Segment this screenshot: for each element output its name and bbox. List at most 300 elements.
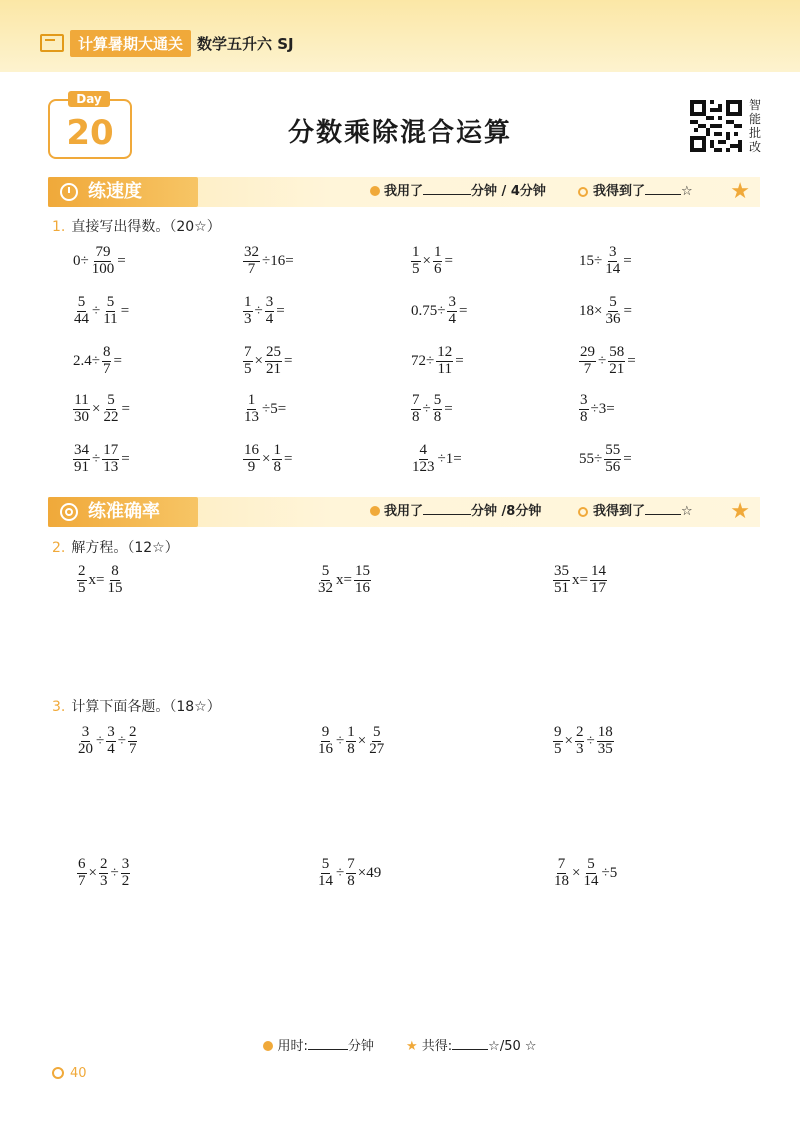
- operator-text: 18×: [579, 302, 603, 319]
- stopwatch-icon: [60, 183, 78, 201]
- operator-text: x=: [88, 571, 105, 588]
- numerator: 18: [597, 724, 613, 740]
- denominator: 35: [597, 740, 613, 757]
- equation-item: [552, 564, 608, 597]
- numerator: 16: [244, 442, 259, 458]
- numerator: 1: [244, 294, 252, 310]
- numerator: 3: [448, 294, 456, 310]
- operator-text: 2.4÷: [73, 352, 100, 369]
- fraction: [121, 857, 131, 890]
- total-time-label: 用时:: [277, 1039, 308, 1054]
- denominator: 7: [247, 260, 256, 277]
- fraction: [243, 393, 260, 426]
- denominator: 8: [433, 408, 442, 425]
- oral-calc-item: [72, 295, 130, 328]
- numerator: 15: [354, 563, 370, 579]
- operator-text: ÷: [336, 732, 345, 749]
- fraction: [272, 443, 282, 476]
- numerator: 7: [244, 344, 252, 360]
- numerator: 1: [247, 392, 256, 408]
- fraction: [368, 725, 385, 758]
- operator-text: =: [117, 252, 126, 269]
- fraction: [447, 295, 457, 328]
- denominator: 8: [273, 458, 281, 475]
- calc-item: [316, 857, 382, 890]
- time-used: [370, 497, 541, 527]
- star-icon: ★: [730, 179, 750, 204]
- question-number: 3.: [52, 699, 66, 715]
- calc-item: [76, 857, 131, 890]
- fraction: [128, 725, 138, 758]
- denominator: 21: [265, 360, 281, 377]
- calc-item: [316, 725, 386, 758]
- time-limit-label: 分钟 / 4分钟: [471, 184, 546, 199]
- calc-item: [552, 725, 615, 758]
- numerator: 2: [99, 856, 108, 872]
- denominator: 7: [128, 740, 137, 757]
- day-label: Day: [68, 91, 110, 107]
- section-accuracy-title: 练准确率: [88, 501, 160, 522]
- denominator: 6: [433, 260, 442, 277]
- denominator: 100: [91, 260, 115, 277]
- oral-calc-item: [410, 295, 468, 328]
- time-used-blank[interactable]: [423, 502, 471, 515]
- numerator: 5: [609, 294, 617, 310]
- numerator: 1: [347, 724, 355, 740]
- denominator: 27: [369, 740, 385, 757]
- numerator: 3: [121, 856, 130, 872]
- section-speed-label: [48, 177, 198, 207]
- operator-text: =: [623, 302, 632, 319]
- numerator: 5: [321, 856, 330, 872]
- numerator: 4: [419, 442, 427, 458]
- fraction: [243, 443, 260, 476]
- oral-calc-item: [410, 245, 454, 278]
- numerator: 7: [412, 392, 420, 408]
- numerator: 6: [78, 856, 86, 872]
- operator-text: ×: [564, 732, 573, 749]
- header-banner: [0, 0, 800, 72]
- section-accuracy-bar: [48, 497, 760, 527]
- denominator: 8: [580, 408, 588, 425]
- operator-text: 15÷: [579, 252, 603, 269]
- total-score-label: 共得:: [421, 1039, 453, 1054]
- operator-text: =: [623, 450, 632, 467]
- time-used: [370, 177, 546, 207]
- operator-text: ÷: [92, 450, 101, 467]
- operator-text: ×: [572, 864, 581, 881]
- fraction: [575, 725, 585, 758]
- fraction: [604, 443, 621, 476]
- numerator: 5: [372, 724, 381, 740]
- section-speed-bar: [48, 177, 760, 207]
- fraction: [553, 564, 570, 597]
- oral-calc-item: [410, 443, 463, 476]
- operator-text: 72÷: [411, 352, 435, 369]
- question-1-heading: [52, 216, 221, 236]
- denominator: 18: [554, 872, 569, 889]
- numerator: 11: [74, 392, 89, 408]
- denominator: 16: [354, 579, 370, 596]
- star-symbol: ☆: [681, 184, 693, 199]
- operator-text: ÷: [336, 864, 345, 881]
- denominator: 123: [412, 458, 435, 475]
- fraction: [582, 857, 599, 890]
- operator-text: ÷1=: [437, 450, 462, 467]
- oral-calc-item: [410, 393, 454, 426]
- numerator: 7: [557, 856, 566, 872]
- numerator: 2: [128, 724, 137, 740]
- operator-text: =: [283, 352, 293, 369]
- denominator: 3: [575, 740, 584, 757]
- operator-text: =: [121, 450, 130, 467]
- numerator: 35: [554, 563, 569, 579]
- operator-text: ×: [422, 252, 431, 269]
- numerator: 34: [74, 442, 89, 458]
- denominator: 3: [99, 872, 108, 889]
- total-time-unit: 分钟: [347, 1039, 374, 1054]
- fraction: [608, 345, 625, 378]
- operator-text: ÷: [110, 864, 119, 881]
- denominator: 4: [265, 310, 274, 327]
- fraction: [317, 725, 334, 758]
- operator-text: =: [121, 400, 130, 417]
- numerator: 9: [321, 724, 330, 740]
- numerator: 12: [437, 344, 453, 360]
- section-speed-title: 练速度: [88, 181, 142, 202]
- numerator: 5: [321, 563, 330, 579]
- stars-got-label: 我得到了: [593, 504, 646, 519]
- fraction: [579, 393, 589, 426]
- denominator: 8: [347, 872, 355, 889]
- qr-caption-char: 能: [748, 112, 761, 126]
- question-text: 直接写出得数。（20☆）: [71, 219, 221, 235]
- oral-calc-item: [578, 345, 637, 378]
- numerator: 14: [590, 563, 606, 579]
- fraction: [243, 295, 253, 328]
- operator-text: ÷: [422, 400, 431, 417]
- operator-text: ×49: [357, 864, 382, 881]
- question-2-heading: [52, 537, 179, 557]
- fraction: [265, 345, 282, 378]
- fraction: [590, 564, 607, 597]
- denominator: 15: [107, 579, 123, 596]
- numerator: 8: [102, 344, 111, 360]
- fraction: [243, 345, 253, 378]
- fraction: [411, 393, 421, 426]
- fraction: [77, 564, 87, 597]
- oral-calc-item: [410, 345, 465, 378]
- denominator: 11: [437, 360, 452, 377]
- operator-text: x=: [336, 571, 352, 588]
- fraction: [553, 857, 570, 890]
- stars-got: [578, 177, 693, 207]
- question-text: 计算下面各题。（18☆）: [71, 699, 221, 715]
- qr-caption-char: 智: [748, 98, 761, 112]
- qr-caption-char: 批: [748, 126, 761, 140]
- series-subtitle: 数学五升六 SJ: [197, 34, 294, 53]
- operator-text: 0.75÷: [411, 302, 446, 319]
- denominator: 9: [247, 458, 256, 475]
- operator-text: ÷: [254, 302, 263, 319]
- book-icon: [40, 34, 64, 52]
- denominator: 32: [318, 579, 333, 596]
- denominator: 14: [605, 260, 621, 277]
- oral-calc-item: [72, 245, 127, 278]
- operator-text: =: [455, 352, 464, 369]
- operator-text: 0÷: [73, 252, 89, 269]
- operator-text: 55÷: [579, 450, 603, 467]
- numerator: 5: [77, 294, 86, 310]
- operator-text: ÷: [586, 732, 595, 749]
- fraction: [102, 393, 119, 426]
- oral-calc-item: [242, 393, 287, 426]
- denominator: 51: [554, 579, 569, 596]
- question-3-heading: [52, 696, 221, 716]
- question-number: 1.: [52, 219, 66, 235]
- fraction: [73, 295, 90, 328]
- total-score: [406, 1035, 537, 1054]
- numerator: 8: [111, 563, 119, 579]
- equation-item: [316, 564, 372, 597]
- fraction: [411, 245, 421, 278]
- operator-text: =: [458, 302, 468, 319]
- fraction: [553, 725, 563, 758]
- fraction: [102, 443, 119, 476]
- operator-text: ×: [357, 732, 367, 749]
- clock-icon: [263, 1041, 273, 1051]
- qr-caption-char: 改: [748, 140, 761, 154]
- oral-calc-item: [242, 245, 295, 278]
- fraction: [433, 393, 443, 426]
- oral-calc-item: [242, 295, 286, 328]
- denominator: 14: [318, 872, 333, 889]
- fraction: [243, 245, 260, 278]
- numerator: 17: [103, 442, 119, 458]
- oral-calc-item: [578, 393, 616, 426]
- fraction: [99, 857, 109, 890]
- operator-text: ÷5=: [262, 400, 287, 417]
- numerator: 7: [347, 856, 355, 872]
- total-score-max: ☆/50 ☆: [488, 1039, 537, 1054]
- numerator: 5: [107, 392, 115, 408]
- page-number: [52, 1066, 87, 1081]
- calc-item: [76, 725, 138, 758]
- denominator: 91: [74, 458, 89, 475]
- denominator: 13: [244, 408, 259, 425]
- fraction: [436, 345, 453, 378]
- question-text: 解方程。（12☆）: [71, 540, 179, 556]
- sun-icon: [52, 1067, 64, 1079]
- fraction: [102, 295, 118, 328]
- oral-calc-item: [72, 443, 131, 476]
- denominator: 8: [347, 740, 355, 757]
- denominator: 7: [78, 872, 86, 889]
- numerator: 79: [95, 244, 111, 260]
- operator-text: ÷: [117, 732, 126, 749]
- stars-got-blank[interactable]: [645, 182, 681, 195]
- oral-calc-item: [242, 345, 293, 378]
- numerator: 2: [575, 724, 584, 740]
- fraction: [354, 564, 371, 597]
- denominator: 8: [412, 408, 420, 425]
- total-score-blank[interactable]: [452, 1037, 488, 1050]
- numerator: 3: [265, 294, 274, 310]
- numerator: 25: [265, 344, 281, 360]
- operator-text: =: [627, 352, 636, 369]
- fraction: [106, 725, 116, 758]
- star-icon: ★: [730, 499, 750, 524]
- denominator: 30: [74, 408, 89, 425]
- numerator: 1: [412, 244, 420, 260]
- star-symbol: ☆: [681, 504, 693, 519]
- operator-text: =: [623, 252, 632, 269]
- numerator: 58: [609, 344, 625, 360]
- time-limit-label: 分钟 /8分钟: [471, 504, 542, 519]
- denominator: 14: [583, 872, 599, 889]
- check-icon: [578, 507, 588, 517]
- operator-text: =: [276, 302, 285, 319]
- numerator: 9: [554, 724, 562, 740]
- check-icon: [578, 187, 588, 197]
- fraction: [73, 443, 90, 476]
- target-icon: [60, 503, 78, 521]
- numerator: 29: [580, 344, 595, 360]
- qr-code-icon[interactable]: [690, 100, 742, 152]
- fraction: [604, 295, 621, 328]
- fraction: [597, 725, 614, 758]
- denominator: 4: [107, 740, 115, 757]
- oral-calc-item: [578, 245, 633, 278]
- numerator: 32: [244, 244, 259, 260]
- oral-calc-item: [72, 345, 123, 378]
- oral-calc-item: [578, 295, 633, 328]
- denominator: 22: [103, 408, 119, 425]
- fraction: [77, 857, 87, 890]
- numerator: 5: [433, 392, 442, 408]
- fraction: [579, 345, 596, 378]
- denominator: 13: [103, 458, 119, 475]
- clock-icon: [370, 506, 380, 516]
- star-icon: ★: [405, 1039, 418, 1054]
- denominator: 11: [103, 310, 118, 327]
- equation-item: [76, 564, 124, 597]
- operator-text: x=: [572, 571, 588, 588]
- fraction: [265, 295, 275, 328]
- day-number: 20: [66, 113, 114, 153]
- operator-text: ÷5: [601, 864, 618, 881]
- page-title: 分数乘除混合运算: [287, 118, 512, 148]
- fraction: [411, 443, 436, 476]
- denominator: 44: [74, 310, 89, 327]
- question-number: 2.: [52, 540, 66, 556]
- operator-text: ×: [92, 400, 101, 417]
- total-time: [263, 1035, 373, 1054]
- time-used-blank[interactable]: [423, 182, 471, 195]
- operator-text: ÷: [96, 732, 105, 749]
- numerator: 3: [608, 244, 617, 260]
- fraction: [346, 857, 356, 890]
- numerator: 2: [78, 563, 86, 579]
- fraction: [317, 564, 334, 597]
- numerator: 5: [106, 294, 115, 310]
- oral-calc-item: [242, 443, 293, 476]
- denominator: 16: [318, 740, 333, 757]
- numerator: 3: [107, 724, 115, 740]
- stars-got: [578, 497, 693, 527]
- operator-text: =: [120, 302, 130, 319]
- fraction: [106, 564, 123, 597]
- footer-summary: [0, 1035, 800, 1054]
- operator-text: =: [113, 352, 122, 369]
- denominator: 7: [102, 360, 111, 377]
- time-used-label: 我用了: [384, 184, 424, 199]
- operator-text: ×: [262, 450, 271, 467]
- denominator: 21: [609, 360, 625, 377]
- operator-text: ÷: [92, 302, 101, 319]
- denominator: 20: [78, 740, 93, 757]
- denominator: 4: [448, 310, 456, 327]
- denominator: 36: [605, 310, 621, 327]
- numerator: 3: [580, 392, 588, 408]
- denominator: 5: [78, 579, 86, 596]
- time-used-label: 我用了: [384, 504, 424, 519]
- denominator: 56: [605, 458, 621, 475]
- section-accuracy-label: [48, 497, 198, 527]
- denominator: 2: [121, 872, 130, 889]
- numerator: 55: [605, 442, 621, 458]
- operator-text: =: [283, 450, 293, 467]
- fraction: [102, 345, 112, 378]
- stars-got-blank[interactable]: [645, 502, 681, 515]
- numerator: 3: [81, 724, 90, 740]
- denominator: 5: [554, 740, 562, 757]
- series-name: 计算暑期大通关: [70, 30, 191, 57]
- numerator: 1: [273, 442, 281, 458]
- oral-calc-item: [578, 443, 633, 476]
- fraction: [604, 245, 621, 278]
- denominator: 3: [244, 310, 252, 327]
- qr-caption: [748, 98, 762, 154]
- operator-text: ÷3=: [590, 400, 615, 417]
- operator-text: ×: [254, 352, 263, 369]
- total-time-blank[interactable]: [308, 1037, 348, 1050]
- calc-item: [552, 857, 618, 890]
- denominator: 17: [590, 579, 606, 596]
- fraction: [77, 725, 94, 758]
- day-badge: [48, 92, 132, 159]
- fraction: [317, 857, 334, 890]
- oral-calc-item: [72, 393, 131, 426]
- fraction: [433, 245, 443, 278]
- stars-got-label: 我得到了: [593, 184, 646, 199]
- fraction: [91, 245, 116, 278]
- clock-icon: [370, 186, 380, 196]
- denominator: 5: [412, 260, 420, 277]
- operator-text: =: [444, 252, 453, 269]
- numerator: 5: [587, 856, 595, 872]
- fraction: [73, 393, 90, 426]
- fraction: [346, 725, 356, 758]
- series-title: [40, 30, 294, 56]
- numerator: 1: [433, 244, 442, 260]
- operator-text: ÷: [598, 352, 607, 369]
- operator-text: =: [444, 400, 453, 417]
- page-number-text: 40: [70, 1066, 87, 1081]
- operator-text: ÷16=: [262, 252, 294, 269]
- operator-text: ×: [88, 864, 97, 881]
- denominator: 5: [244, 360, 252, 377]
